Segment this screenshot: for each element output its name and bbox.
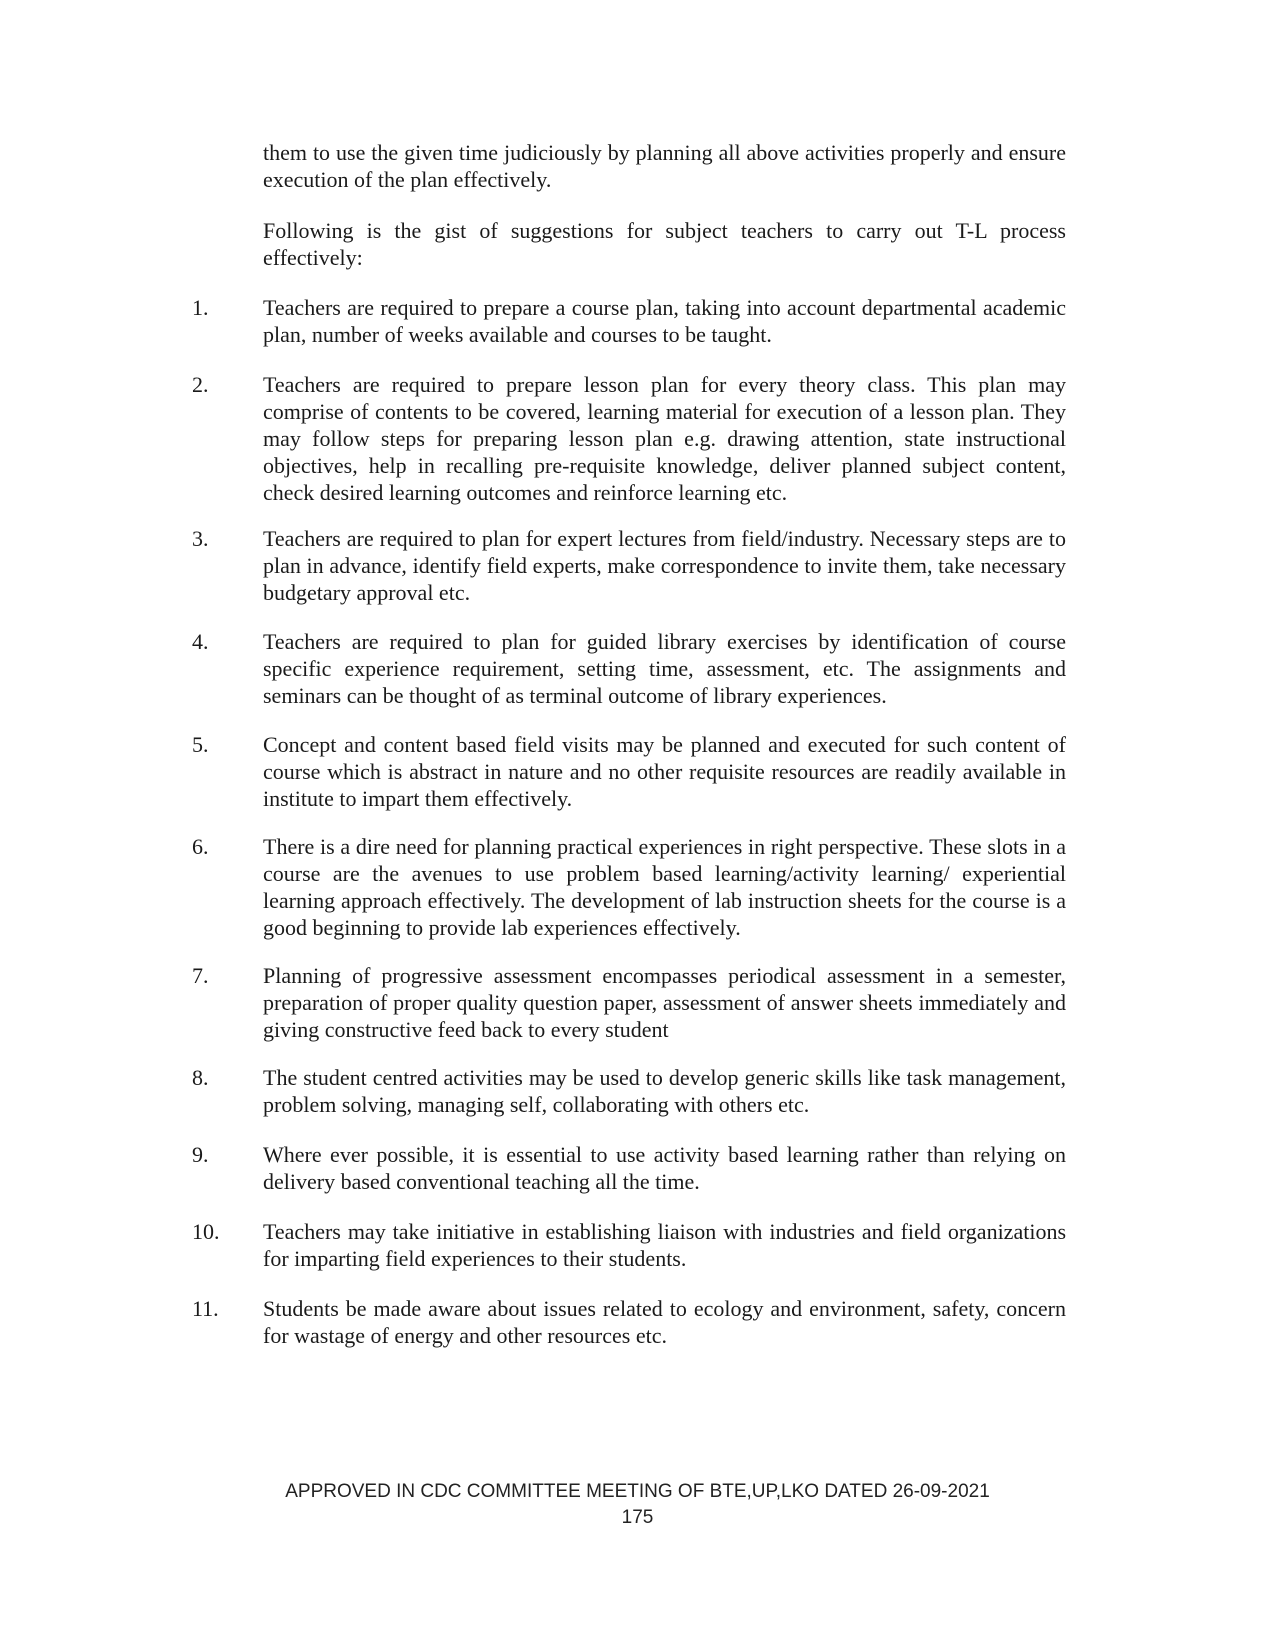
list-item-text: Planning of progressive assessment encompasses periodical assessment in a semester, preparation of proper quality question paper, assessment of answer sheets immediately and giving constructive feed back to every student — [263, 963, 1066, 1042]
footer-approval-note: APPROVED IN CDC COMMITTEE MEETING OF BTE,UP,LKO DATED 26-09-2021 — [285, 1481, 990, 1502]
intro-continuation-paragraph: them to use the given time judiciously by planning all above activities properly and ensure execution of the plan effectively. — [263, 140, 1066, 192]
list-item-number: 9. — [192, 1142, 209, 1167]
list-item-text: Teachers are required to plan for expert lectures from field/industry. Necessary steps are to plan in advance, identify field experts, make correspondence to invite them, take necessary budgetary approval etc. — [263, 526, 1066, 605]
list-item-text: Teachers are required to prepare lesson plan for every theory class. This plan may comprise of contents to be covered, learning material for execution of a lesson plan. They may follow steps for preparing lesson plan e.g. drawing attention, state instructional objectives, help in recalling pre-requisite knowledge, deliver planned subject content, check desired learning outcomes and reinforce learning etc. — [263, 372, 1066, 505]
list-item-number: 8. — [192, 1065, 209, 1090]
list-item-text: Teachers are required to plan for guided library exercises by identification of course specific experience requirement, setting time, assessment, etc. The assignments and seminars can be thought of as terminal outcome of library experiences. — [263, 629, 1066, 708]
list-item-text: There is a dire need for planning practical experiences in right perspective. These slots in a course are the avenues to use problem based learning/activity learning/ experiential learning approach effectively. The development of lab instruction sheets for the course is a good beginning to provide lab experiences effectively. — [263, 834, 1066, 940]
intro-lead-in-paragraph: Following is the gist of suggestions for subject teachers to carry out T-L process effectively: — [263, 218, 1066, 270]
list-item-number: 4. — [192, 629, 209, 654]
list-item-text: Teachers may take initiative in establishing liaison with industries and field organizations for imparting field experiences to their students. — [263, 1219, 1066, 1271]
list-item-number: 6. — [192, 834, 209, 859]
page-number: 175 — [621, 1507, 654, 1528]
list-item-number: 1. — [192, 295, 209, 320]
list-item-text: Where ever possible, it is essential to use activity based learning rather than relying on delivery based conventional teaching all the time. — [263, 1142, 1066, 1194]
list-item-number: 3. — [192, 526, 209, 551]
list-item-number: 2. — [192, 372, 209, 397]
list-item-text: Students be made aware about issues related to ecology and environment, safety, concern for wastage of energy and other resources etc. — [263, 1296, 1066, 1348]
list-item-text: Teachers are required to prepare a course plan, taking into account departmental academic plan, number of weeks available and courses to be taught. — [263, 295, 1066, 347]
list-item-text: The student centred activities may be used to develop generic skills like task management, problem solving, managing self, collaborating with others etc. — [263, 1065, 1066, 1117]
list-item-number: 5. — [192, 732, 209, 757]
list-item-number: 10. — [192, 1219, 220, 1244]
list-item-text: Concept and content based field visits may be planned and executed for such content of course which is abstract in nature and no other requisite resources are readily available in institute to impart them effectively. — [263, 732, 1066, 811]
list-item-number: 11. — [192, 1296, 219, 1321]
list-item-number: 7. — [192, 963, 209, 988]
